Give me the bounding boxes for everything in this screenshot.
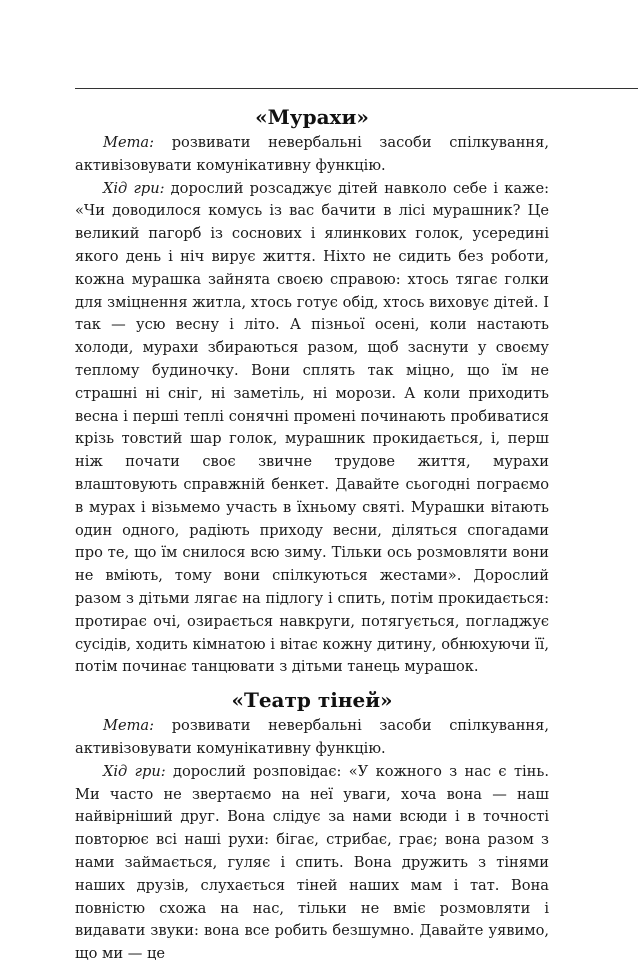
game-course-paragraph bbox=[75, 761, 549, 966]
goal-label: Мета: bbox=[103, 717, 155, 735]
goal-text: розвивати невербальні засоби спілкування, активізовувати комунікативну функцію. bbox=[75, 134, 549, 174]
page-body bbox=[75, 102, 549, 966]
section-title: «Мурахи» bbox=[255, 105, 369, 129]
game-course-label: Хід гри: bbox=[103, 762, 166, 780]
goal-text: розвивати невербальні засоби спілкування, активізовувати комунікативну функцію. bbox=[75, 717, 549, 757]
section-ants bbox=[75, 102, 549, 679]
game-course-paragraph bbox=[75, 178, 549, 680]
game-course-text: дорослий розсаджує дітей навколо себе і каже: «Чи доводилося комусь із вас бачити в лісі мурашник? Це великий пагорб із соснових і ялинкових голок, усередині якого день і ніч вирує життя. Ніхто не сидить без роботи, кожна мурашка зайнята своєю справою: хтось тягає голки для зміцнення житла, хтось готує обід, хтось виховує дітей. І так — усю весну і літо. А пізньої осені, коли настають холоди, мурахи збираються разом, щоб заснути у своєму теплому будиночку. Вони сплять так міцно, що їм не страшні ні сніг, ні заметіль, ні морози. А коли приходить весна і перші теплі сонячні промені починають пробиватися крізь товстий шар голок, мурашник прокидається, і, перш ніж почати своє звичне трудове життя, мурахи влаштовують справжній бенкет. Давайте сьогодні пограємо в мурах і візьмемо участь в їхньому святі. Мурашки вітають один одного, радіють приходу весни, діляться спогадами про те, що їм снилося всю зиму. Тільки ось розмовляти вони не вміють, тому вони спілкуються жестами». Дорослий разом з дітьми лягає на підлогу і спить, потім прокидається: протирає очі, озирається навкруги, потягується, погладжує сусідів, ходить кімнатою і вітає кожну дитину, обнюхуючи її, потім починає танцювати з дітьми танець мурашок. bbox=[75, 179, 549, 676]
header-rule bbox=[75, 88, 638, 89]
goal-label: Мета: bbox=[103, 134, 155, 151]
section-shadow-theatre bbox=[75, 685, 549, 966]
section-title: «Театр тіней» bbox=[231, 688, 393, 713]
goal-paragraph bbox=[75, 132, 549, 178]
goal-paragraph bbox=[75, 715, 549, 761]
game-course-text: дорослий розповідає: «У кожного з нас є тінь. Ми часто не звертаємо на неї уваги, хоча вона — наш найвірніший друг. Вона слідує за нами всюди і в точності повторює всі наші рухи: бігає, стрибає, грає; вона разом з нами займається, гуляє і спить. Вона дружить з тінями наших друзів, слухається тіней наших мам і тат. Вона повністю схожа на нас, тільки не вміє розмовляти і видавати звуки: вона все робить безшумно. Давайте уявимо, що ми — це bbox=[75, 762, 549, 963]
game-course-label: Хід гри: bbox=[103, 179, 165, 197]
